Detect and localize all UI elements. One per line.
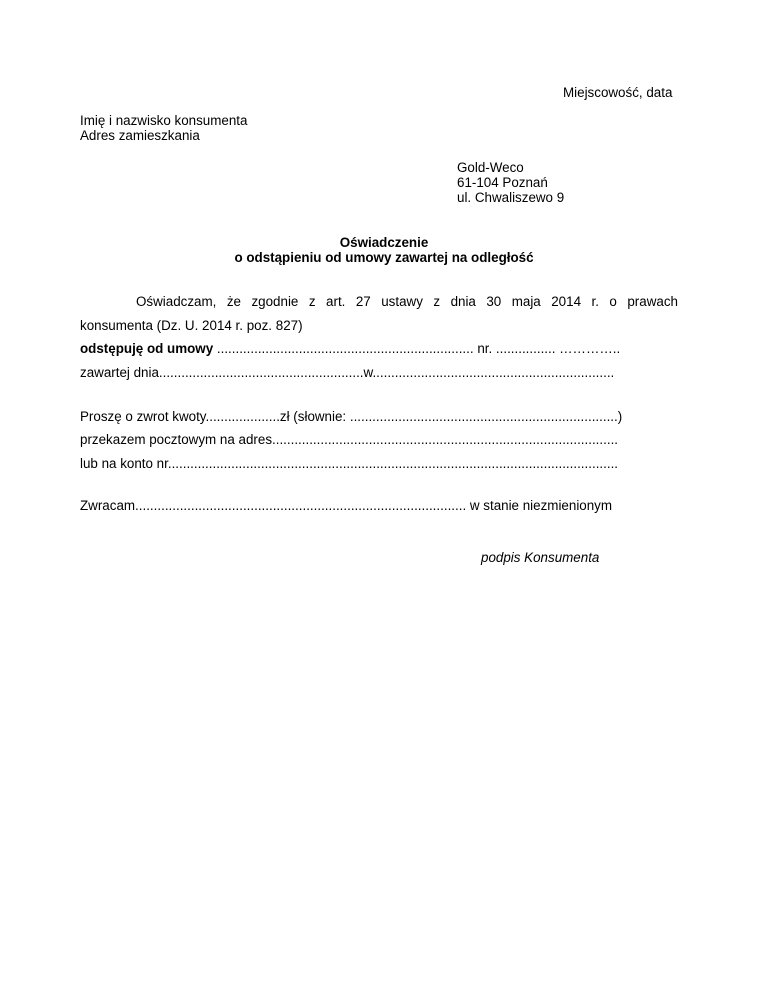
account-line: lub na konto nr.........................................................................................................................	[80, 456, 619, 471]
intro-word: maja	[511, 294, 541, 309]
document-title: Oświadczenie	[339, 235, 429, 250]
signature-label: podpis Konsumenta	[481, 550, 600, 565]
intro-line-2: konsumenta (Dz. U. 2014 r. poz. 827)	[80, 318, 303, 333]
intro-word: ustawy	[381, 294, 423, 309]
document-subtitle: o odstąpieniu od umowy zawartej na odległość	[234, 250, 534, 265]
sender-name: Imię i nazwisko konsumenta	[80, 113, 248, 128]
intro-line-1	[136, 294, 678, 310]
intro-word: art.	[326, 294, 346, 309]
intro-word: r.	[591, 294, 599, 309]
refund-line: Proszę o zwrot kwoty....................zł (słownie: ........................................................................)	[80, 409, 623, 424]
concluded-line: zawartej dnia.......................................................w.................................................................	[80, 365, 615, 380]
intro-word: prawach	[627, 294, 678, 309]
withdraw-line	[80, 341, 620, 357]
recipient-city: 61-104 Poznań	[457, 175, 548, 190]
recipient-company: Gold-Weco	[457, 160, 524, 175]
intro-word: 30	[486, 294, 502, 309]
intro-word: 27	[355, 294, 371, 309]
intro-word: o	[609, 294, 617, 309]
intro-word: zgodnie	[251, 294, 299, 309]
postal-line: przekazem pocztowym na adres.............................................................................................	[80, 432, 619, 447]
withdraw-bold: odstępuję od umowy	[80, 341, 214, 356]
sender-address: Adres zamieszkania	[80, 128, 200, 143]
intro-word: dnia	[450, 294, 476, 309]
intro-word: że	[226, 294, 241, 309]
intro-word: z	[433, 294, 441, 309]
withdraw-rest: ..................................................................... nr. ................ …………..	[213, 341, 621, 356]
intro-word: 2014	[551, 294, 582, 309]
intro-word: Oświadczam,	[136, 294, 217, 309]
recipient-street: ul. Chwaliszewo 9	[457, 190, 565, 205]
intro-word: z	[308, 294, 316, 309]
return-line: Zwracam......................................................................................... w stanie niezmienionym	[80, 498, 613, 513]
place-date: Miejscowość, data	[563, 85, 673, 100]
